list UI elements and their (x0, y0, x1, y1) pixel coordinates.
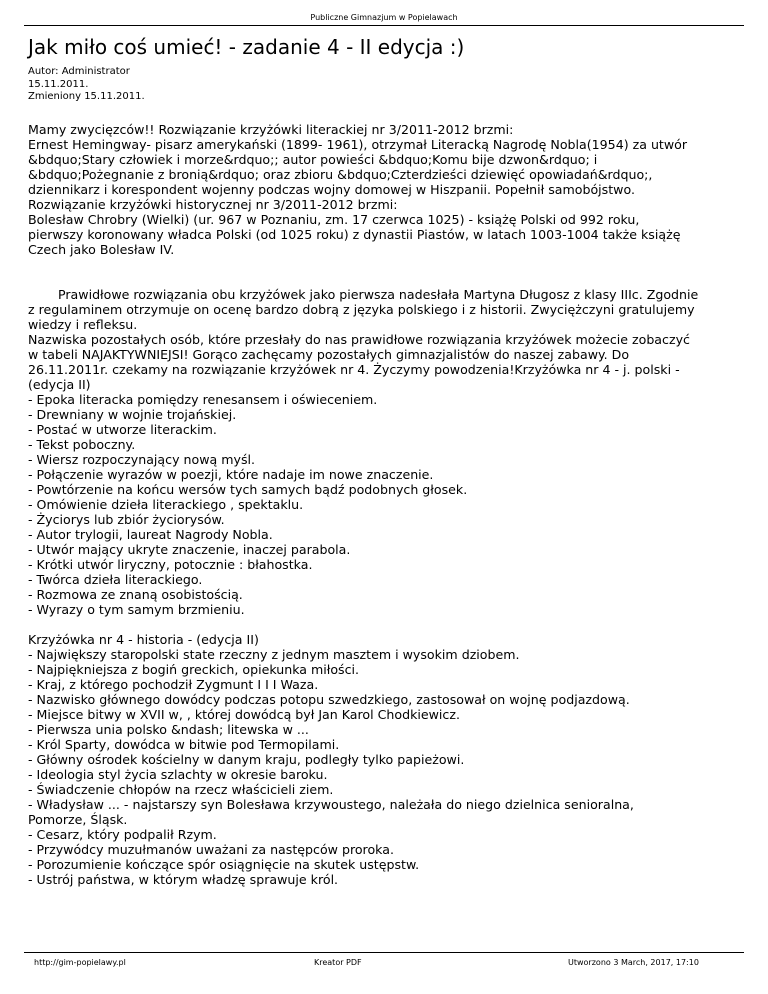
header-divider (24, 25, 744, 26)
text-line: - Wyrazy o tym samym brzmieniu. (28, 602, 245, 617)
text-line: Mamy zwycięzców!! Rozwiązanie krzyżówki literackiej nr 3/2011-2012 brzmi: (28, 122, 514, 137)
text-line: - Autor trylogii, laureat Nagrody Nobla. (28, 527, 273, 542)
text-line: - Nazwisko głównego dowódcy podczas potopu szwedzkiego, zastosował on wojnę podjazdową. (28, 692, 630, 707)
text-line: - Świadczenie chłopów na rzecz właścicieli ziem. (28, 782, 334, 797)
footer-created: Utworzono 3 March, 2017, 17:10 (568, 958, 699, 967)
footer-generator: Kreator PDF (314, 958, 362, 967)
text-line: - Krótki utwór liryczny, potocznie : błahostka. (28, 557, 313, 572)
text-line: - Rozmowa ze znaną osobistością. (28, 587, 243, 602)
text-line: Rozwiązanie krzyżówki historycznej nr 3/2011-2012 brzmi: (28, 197, 398, 212)
text-line: - Ustrój państwa, w którym władzę sprawuje król. (28, 872, 339, 887)
paragraph-gap (28, 617, 740, 632)
winner-paragraph (28, 302, 740, 617)
text-line: - Powtórzenie na końcu wersów tych samych bądź podobnych głosek. (28, 482, 468, 497)
article-meta (28, 66, 145, 104)
intro-paragraph (28, 122, 740, 257)
text-line: - Król Sparty, dowódca w bitwie pod Termopilami. (28, 737, 340, 752)
text-line: - Główny ośrodek kościelny w danym kraju, podległy tylko papieżowi. (28, 752, 465, 767)
text-line: - Wiersz rozpoczynający nową myśl. (28, 452, 256, 467)
text-line: - Twórca dzieła literackiego. (28, 572, 203, 587)
text-line: Czech jako Bolesław IV. (28, 242, 175, 257)
text-line: - Cesarz, który podpalił Rzym. (28, 827, 217, 842)
text-line: - Miejsce bitwy w XVII w, , której dowódcą był Jan Karol Chodkiewicz. (28, 707, 460, 722)
text-line: &bdquo;Pożegnanie z bronią&rdquo; oraz zbioru &bdquo;Czterdzieści dziewięć opowiadań&rdquo;, (28, 167, 653, 182)
text-line: - Ideologia styl życia szlachty w okresie baroku. (28, 767, 328, 782)
text-line: - Połączenie wyrazów w poezji, które nadaje im nowe znaczenie. (28, 467, 434, 482)
text-line: &bdquo;Stary człowiek i morze&rdquo;; autor powieści &bdquo;Komu bije dzwon&rdquo; i (28, 152, 598, 167)
paragraph-gap (28, 257, 740, 287)
history-crossword-section (28, 632, 740, 887)
text-line: Bolesław Chrobry (Wielki) (ur. 967 w Poznaniu, zm. 17 czerwca 1025) - książę Polski od 992 roku, (28, 212, 640, 227)
text-line: pierwszy koronowany władca Polski (od 1025 roku) z dynastii Piastów, w latach 1003-1004 także książę (28, 227, 681, 242)
text-line: - Władysław ... - najstarszy syn Bolesława krzywoustego, należała do niego dzielnica senioralna, (28, 797, 634, 812)
text-line: - Najpiękniejsza z bogiń greckich, opiekunka miłości. (28, 662, 360, 677)
article-body (28, 122, 740, 887)
text-line: (edycja II) (28, 377, 91, 392)
text-line: - Życiorys lub zbiór życiorysów. (28, 512, 225, 527)
text-line: Nazwiska pozostałych osób, które przesłały do nas prawidłowe rozwiązania krzyżówek możecie zobaczyć (28, 332, 690, 347)
text-line: - Porozumienie kończące spór osiągnięcie na skutek ustępstw. (28, 857, 420, 872)
text-line: - Tekst poboczny. (28, 437, 136, 452)
text-line: - Epoka literacka pomiędzy renesansem i oświeceniem. (28, 392, 378, 407)
footer-divider (24, 952, 744, 953)
text-line: - Utwór mający ukryte znaczenie, inaczej parabola. (28, 542, 351, 557)
text-line: dziennikarz i korespondent wojenny podczas wojny domowej w Hiszpanii. Popełnił samobójstwo. (28, 182, 635, 197)
text-line: - Największy staropolski state rzeczny z jednym masztem i wysokim dziobem. (28, 647, 520, 662)
footer-url: http://gim-popielawy.pl (34, 958, 126, 967)
text-line: z regulaminem otrzymuje on ocenę bardzo dobrą z języka polskiego i z historii. Zwyciężczyni gratulujemy (28, 302, 695, 317)
text-line: - Przywódcy muzułmanów uważani za następców proroka. (28, 842, 394, 857)
text-line: - Kraj, z którego pochodził Zygmunt I I I Waza. (28, 677, 319, 692)
article-author: Autor: Administrator (28, 66, 130, 77)
winner-first-line: Prawidłowe rozwiązania obu krzyżówek jako pierwsza nadesłała Martyna Długosz z klasy IIIc. Zgodnie (58, 287, 699, 302)
text-line: Pomorze, Śląsk. (28, 812, 128, 827)
text-line: Krzyżówka nr 4 - historia - (edycja II) (28, 632, 259, 647)
article-title: Jak miło coś umieć! - zadanie 4 - II edycja :) (28, 35, 465, 59)
text-line: - Omówienie dzieła literackiego , spektaklu. (28, 497, 304, 512)
article-modified-date: Zmieniony 15.11.2011. (28, 91, 145, 102)
text-line: 26.11.2011r. czekamy na rozwiązanie krzyżówek nr 4. Życzymy powodzenia!Krzyżówka nr 4 - j. polski - (28, 362, 680, 377)
text-line: Ernest Hemingway- pisarz amerykański (1899- 1961), otrzymał Literacką Nagrodę Nobla(1954) za utwór (28, 137, 688, 152)
text-line: w tabeli NAJAKTYWNIEJSI! Gorąco zachęcamy pozostałych gimnazjalistów do naszej zabawy. Do (28, 347, 630, 362)
article-created-date: 15.11.2011. (28, 78, 89, 90)
site-header: Publiczne Gimnazjum w Popielawach (310, 13, 458, 22)
text-line: - Pierwsza unia polsko &ndash; litewska w ... (28, 722, 309, 737)
text-line: wiedzy i refleksu. (28, 317, 138, 332)
text-line: - Postać w utworze literackim. (28, 422, 217, 437)
text-line: - Drewniany w wojnie trojańskiej. (28, 407, 237, 422)
